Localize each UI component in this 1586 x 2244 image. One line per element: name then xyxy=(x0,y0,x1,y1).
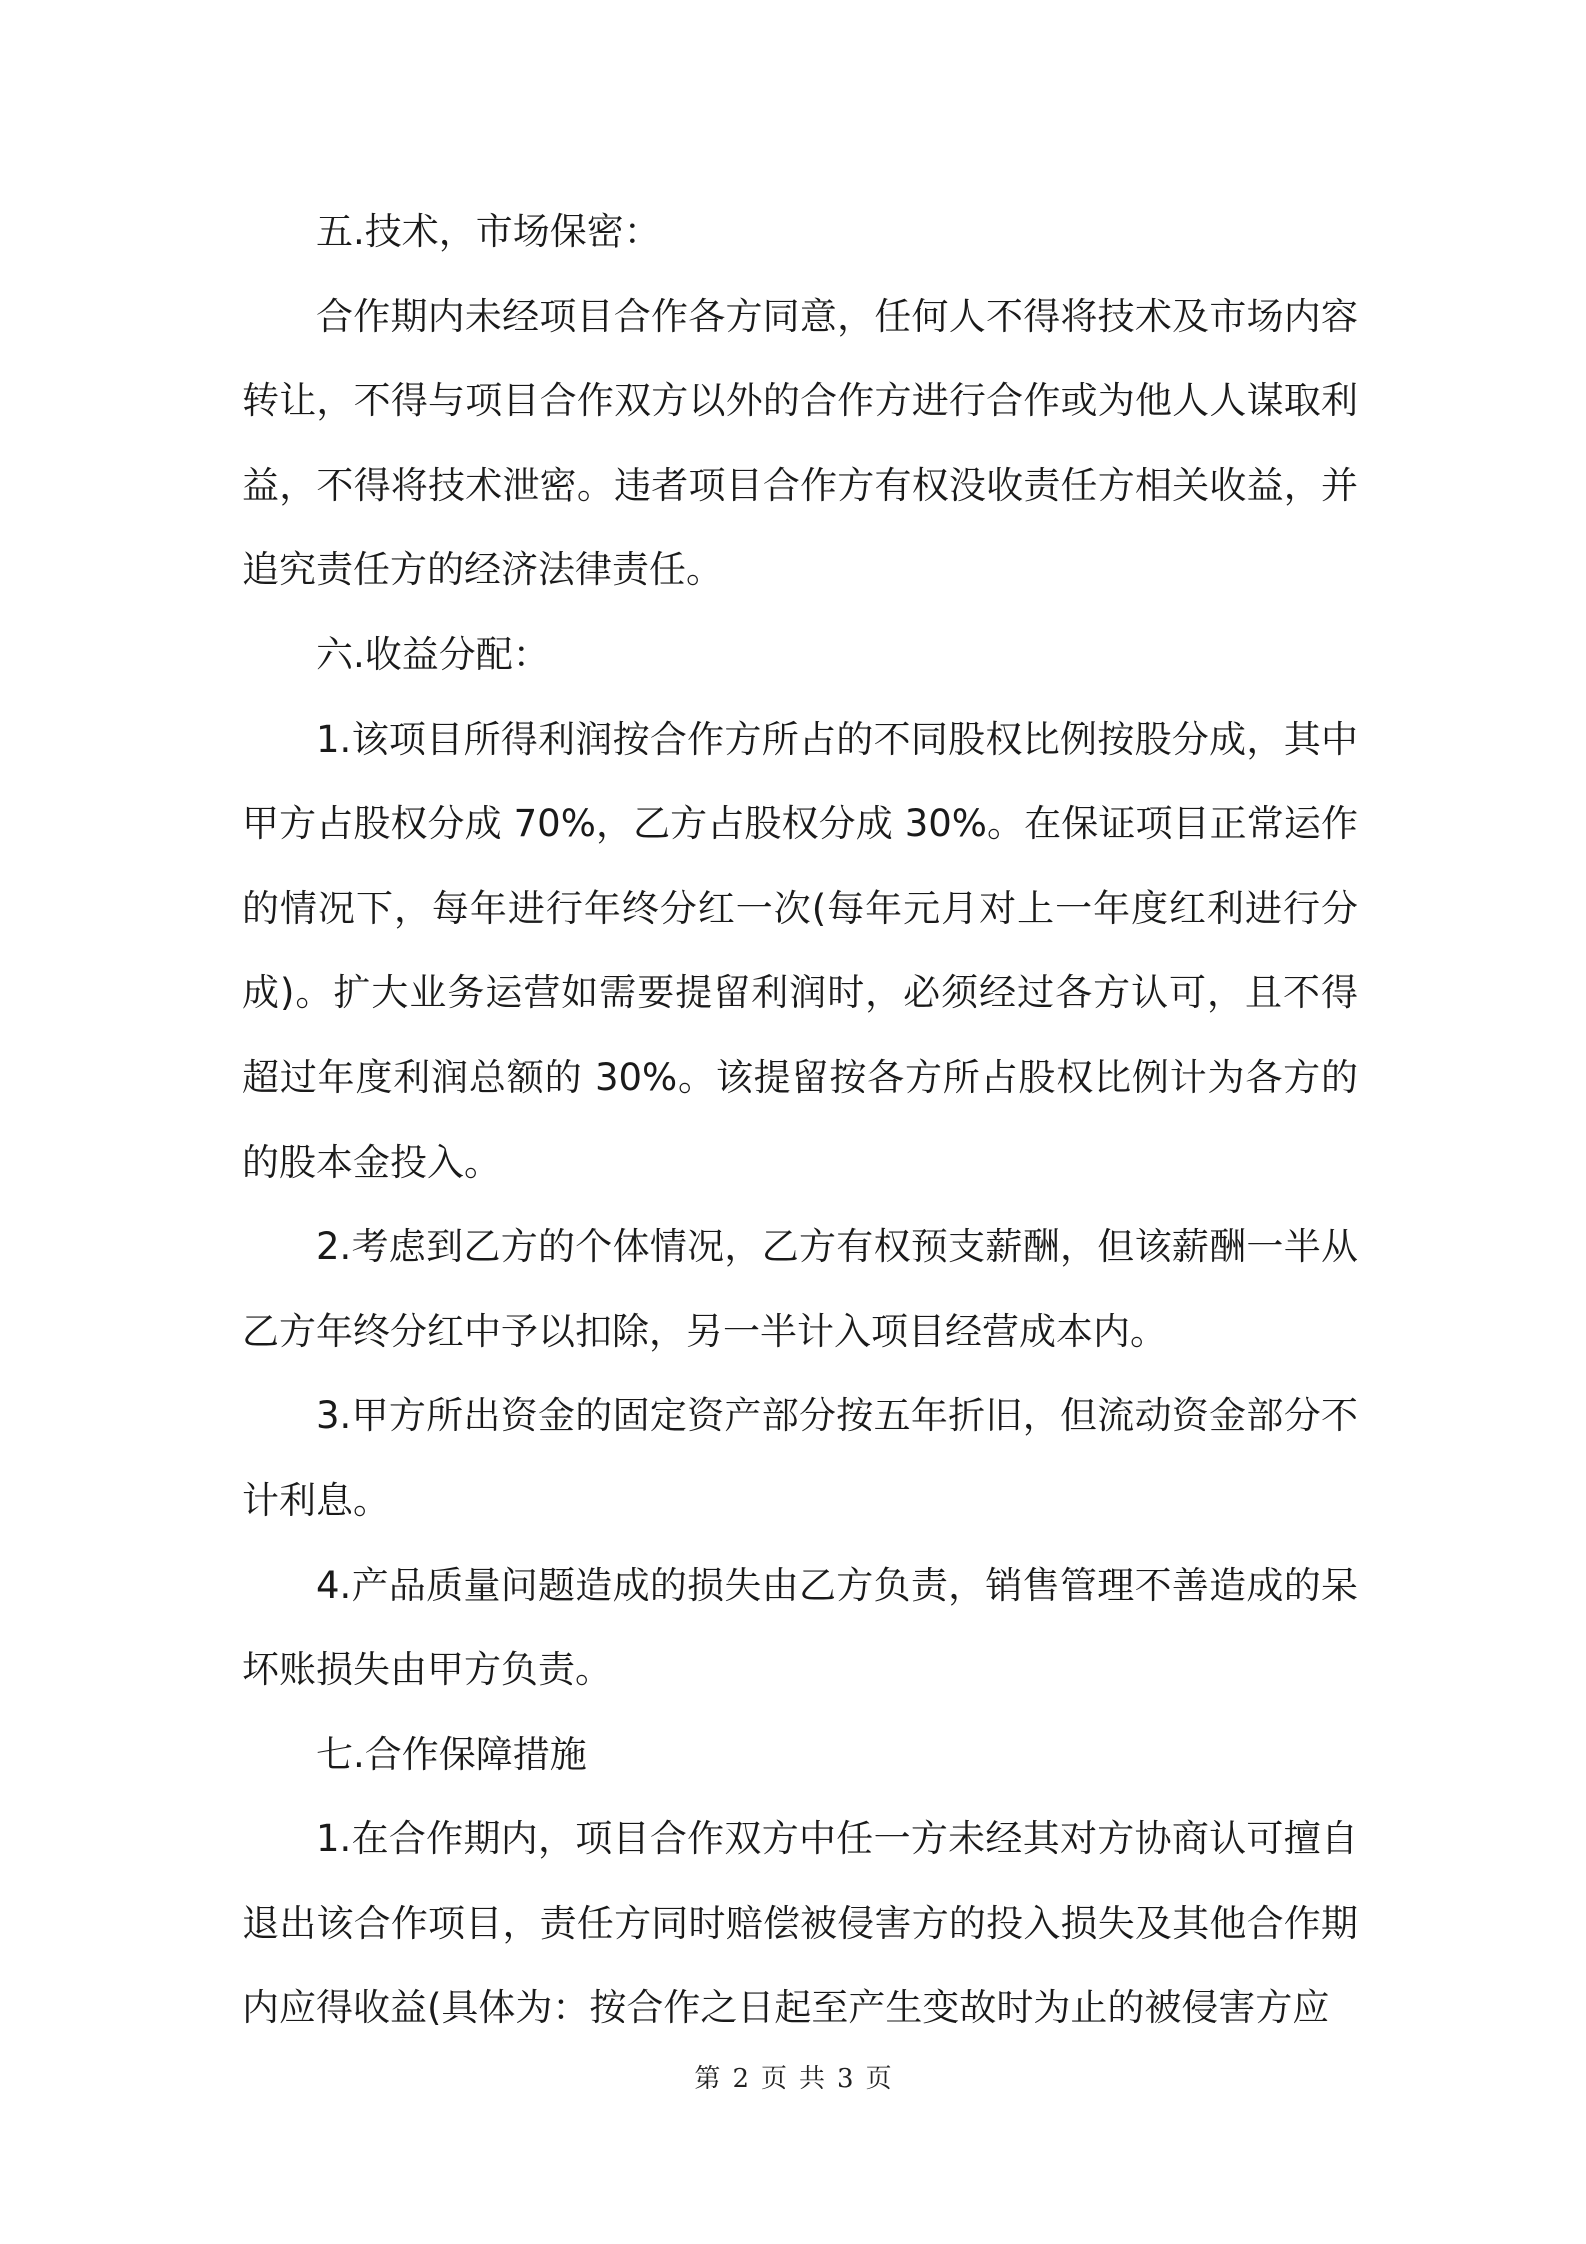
footer-label-ye-2: 页 xyxy=(865,2064,892,2094)
footer-label-ye: 页 xyxy=(760,2064,787,2094)
paragraph-profit-item-4: 4.产品质量问题造成的损失由乙方负责，销售管理不善造成的呆坏账损失由甲方负责。 xyxy=(242,1563,1358,1692)
page-footer xyxy=(0,2058,1586,2095)
footer-total-pages: 3 xyxy=(837,2064,854,2094)
section-heading-confidentiality: 五.技术，市场保密： xyxy=(316,210,661,253)
paragraph-profit-item-2: 2.考虑到乙方的个体情况，乙方有权预支薪酬，但该薪酬一半从乙方年终分红中予以扣除，另一半计入项目经营成本内。 xyxy=(242,1225,1358,1353)
section-heading-safeguards: 七.合作保障措施 xyxy=(316,1732,587,1776)
paragraph-profit-item-3: 3.甲方所出资金的固定资产部分按五年折旧，但流动资金部分不计利息。 xyxy=(242,1394,1358,1522)
footer-label-gong: 共 xyxy=(799,2064,826,2094)
paragraph-confidentiality: 合作期内未经项目合作各方同意，任何人不得将技术及市场内容转让，不得与项目合作双方以外的合作方进行合作或为他人人谋取利益，不得将技术泄密。违者项目合作方有权没收责任方相关收益，并追究责任方的经济法律责任。 xyxy=(242,294,1358,592)
document-body xyxy=(242,190,1358,2051)
paragraph-safeguards-item-1: 1.在合作期内，项目合作双方中任一方未经其对方协商认可擅自退出该合作项目，责任方同时赔偿被侵害方的投入损失及其他合作期内应得收益(具体为：按合作之日起至产生变故时为止的被侵害方应 xyxy=(242,1817,1358,2030)
footer-current-page: 2 xyxy=(732,2064,749,2094)
paragraph-profit-item-1: 1.该项目所得利润按合作方所占的不同股权比例按股分成，其中甲方占股权分成 70%，乙方占股权分成 30%。在保证项目正常运作的情况下，每年进行年终分红一次(每年元月对上一年度红利进行分成)。扩大业务运营如需要提留利润时，必须经过各方认可，且不得超过年度利润总额的 30%。该提留按各方所占股权比例计为各方的的股本金投入。 xyxy=(242,717,1358,1184)
footer-label-di: 第 xyxy=(694,2064,721,2094)
section-heading-profit-distribution: 六.收益分配： xyxy=(316,632,550,676)
